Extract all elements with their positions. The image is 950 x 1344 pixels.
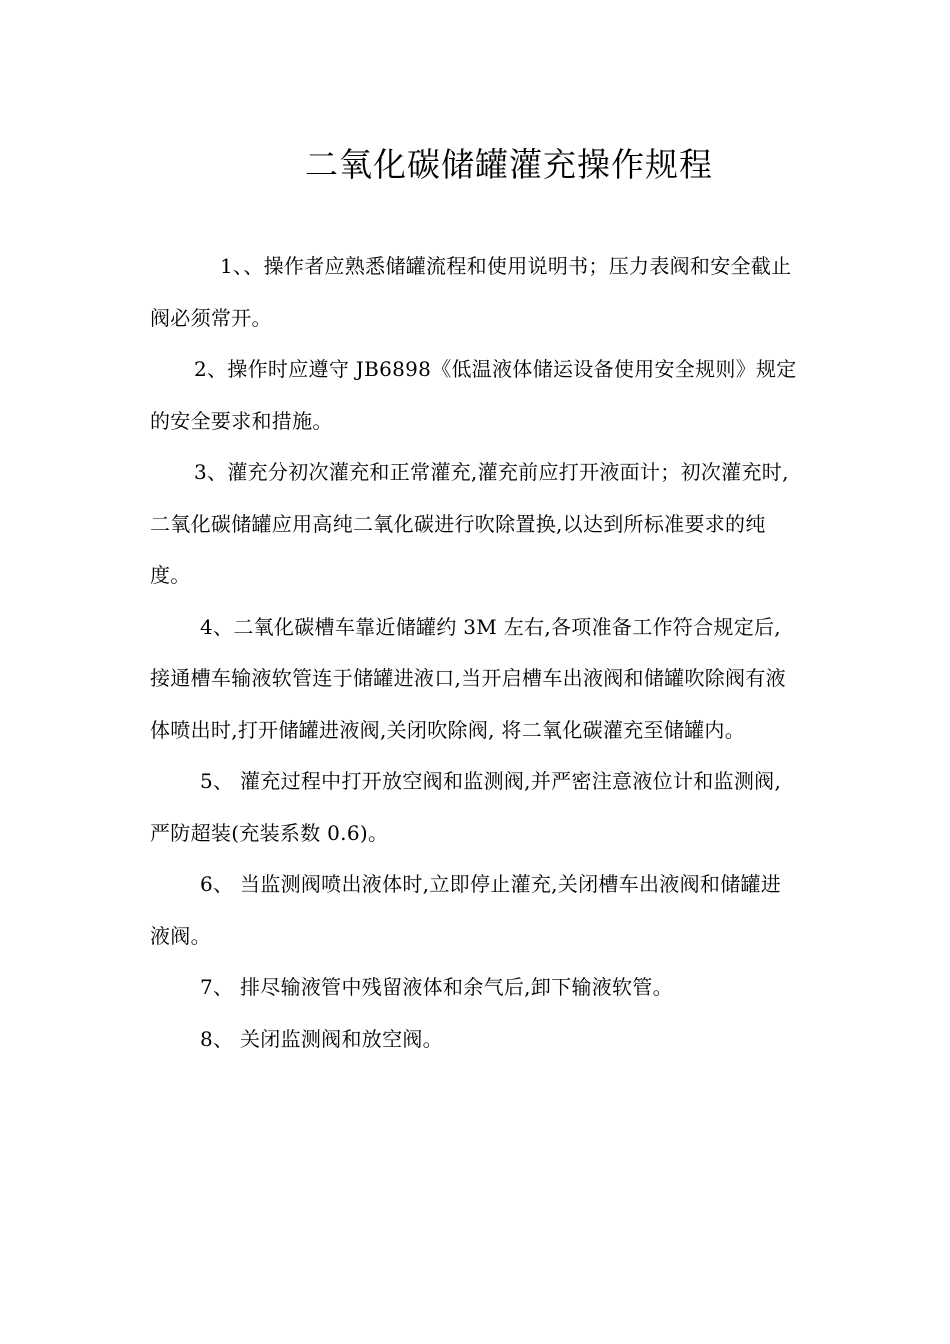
paragraph-3: 3、灌充分初次灌充和正常灌充,灌充前应打开液面计；初次灌充时, 二氧化碳储罐应用高纯二氧化碳进行吹除置换,以达到所标准要求的纯度。 (150, 460, 789, 587)
paragraph-4: 4、二氧化碳槽车靠近储罐约 3M 左右,各项准备工作符合规定后,接通槽车输液软管连于储罐进液口,当开启槽车出液阀和储罐吹除阀有液体喷出时,打开储罐进液阀,关闭吹除阀, 将二氧化碳灌充至储罐内。 (150, 614, 786, 742)
paragraph-8: 8、 关闭监测阀和放空阀。 (200, 1026, 443, 1051)
document-body (150, 241, 800, 1065)
paragraph-6: 6、 当监测阀喷出液体时,立即停止灌充,关闭槽车出液阀和储罐进液阀。 (150, 872, 782, 948)
paragraph-5: 5、 灌充过程中打开放空阀和监测阀,并严密注意液位计和监测阀,严防超装(充装系数 0.6)。 (150, 769, 782, 845)
paragraph-7: 7、 排尽输液管中残留液体和余气后,卸下输液软管。 (200, 975, 673, 999)
paragraph-2: 2、操作时应遵守 JB6898《低温液体储运设备使用安全规则》规定的安全要求和措施。 (150, 357, 797, 433)
paragraph-1: 1、、操作者应熟悉储罐流程和使用说明书；压力表阀和安全截止阀必须常开。 (150, 254, 792, 330)
document-title: 二氧化碳储罐灌充操作规程 (305, 145, 713, 185)
